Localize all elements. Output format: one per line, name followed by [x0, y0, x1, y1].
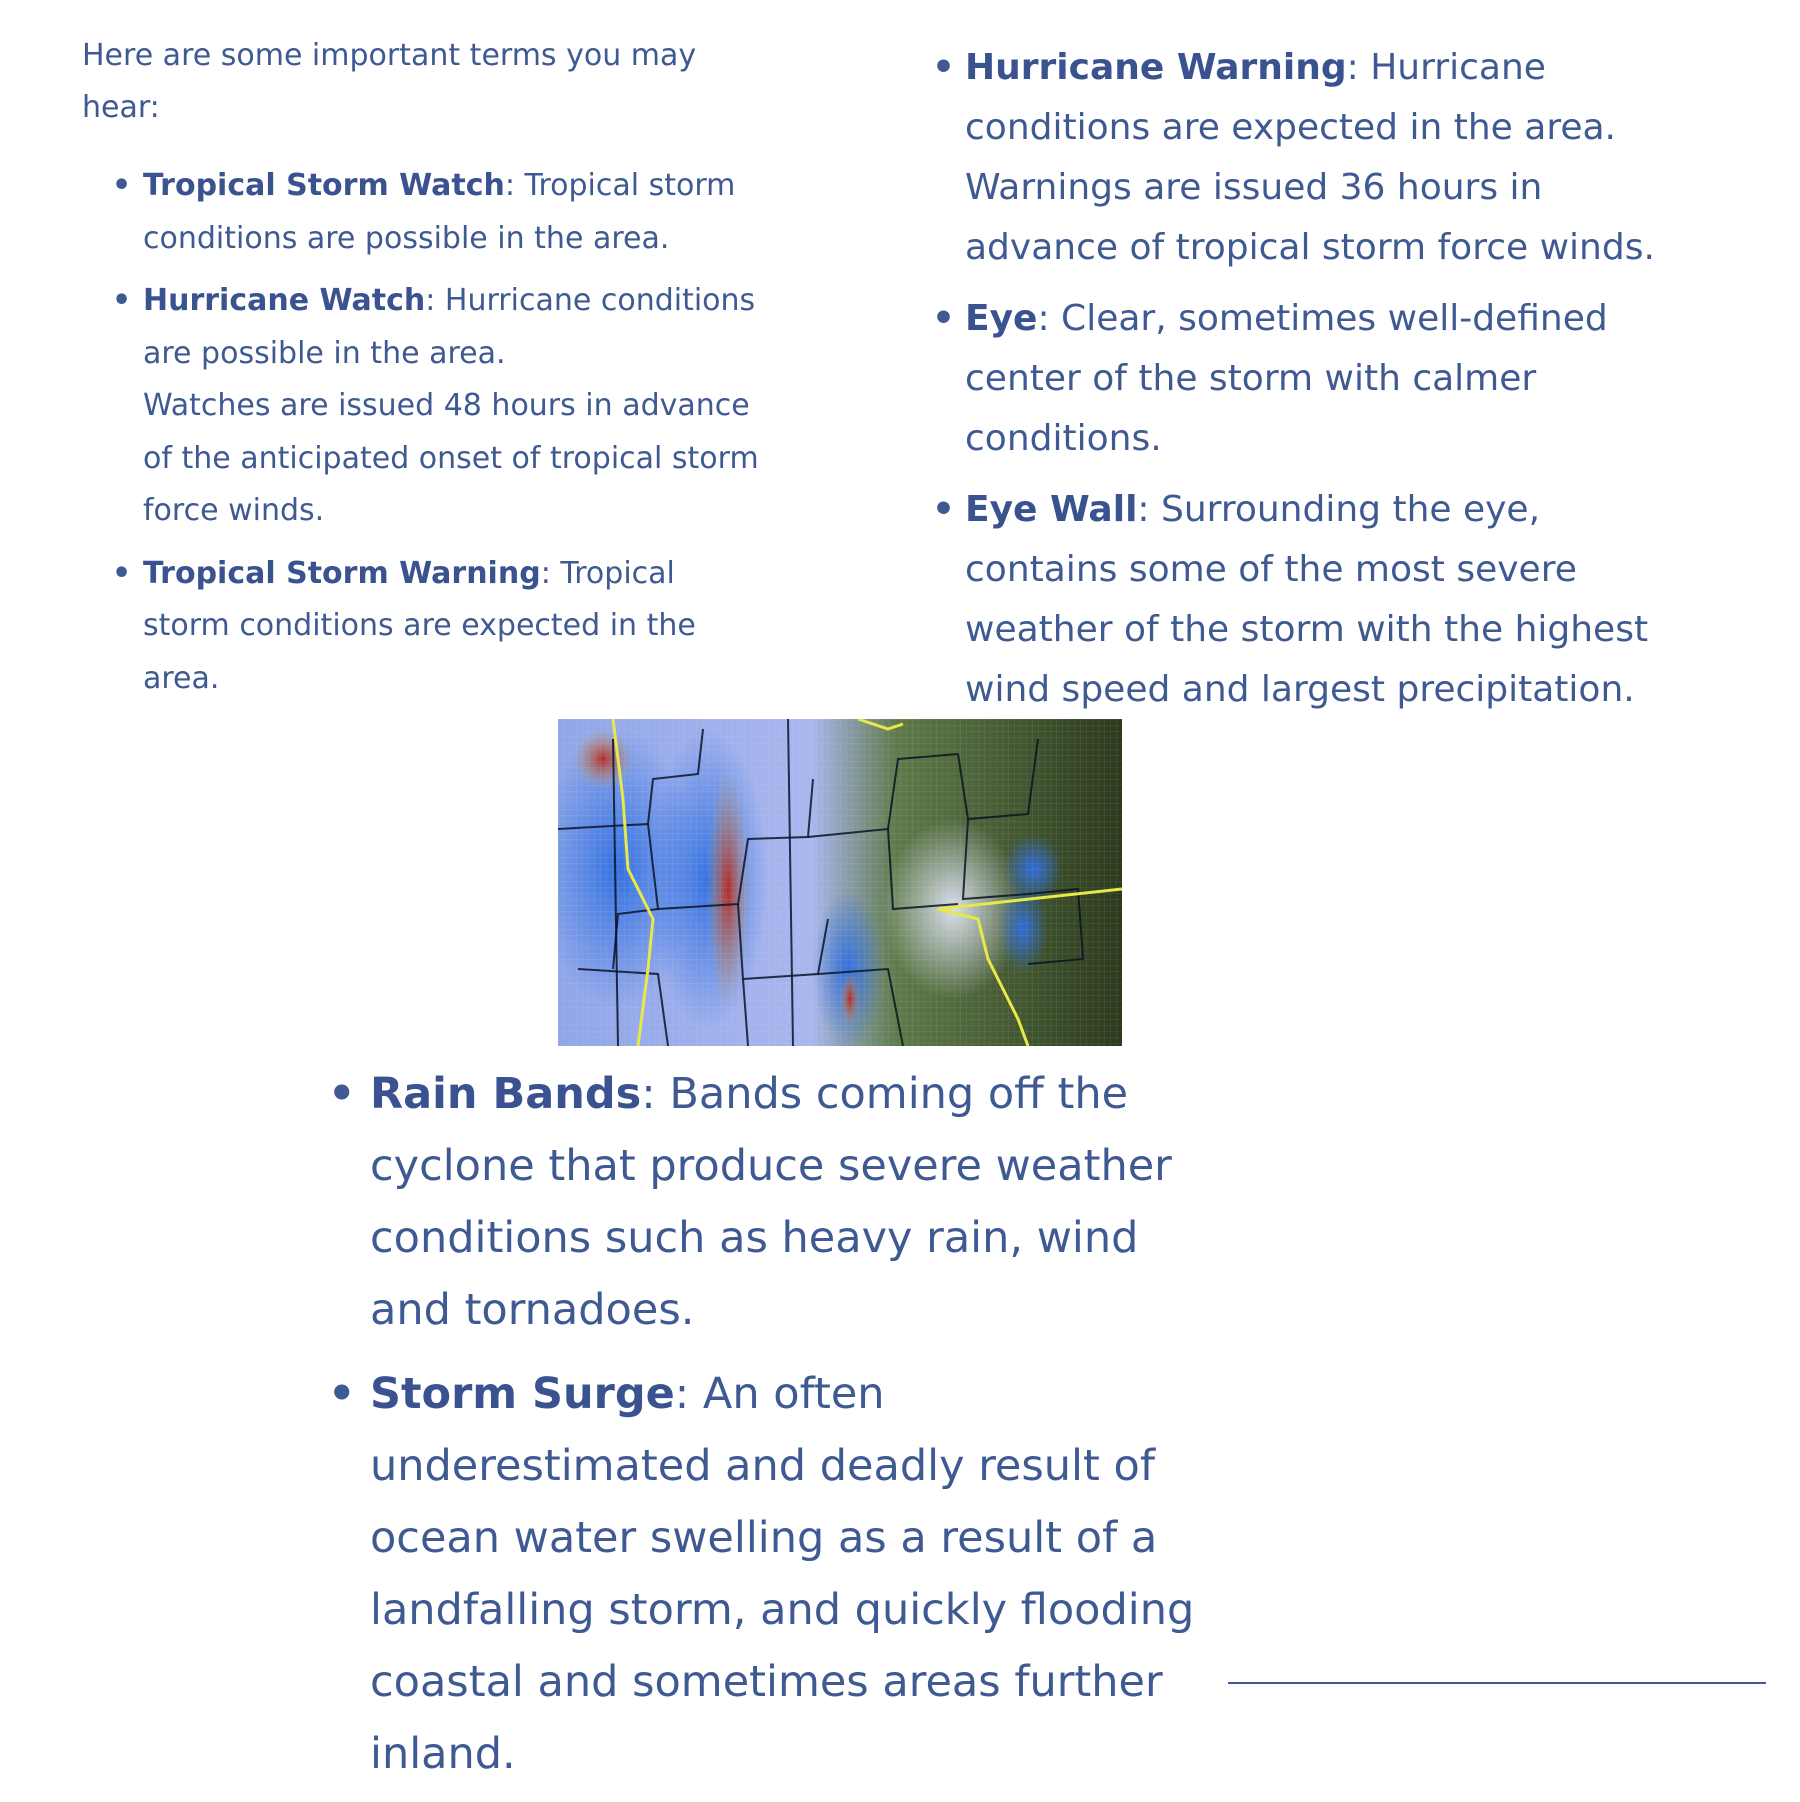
bullet-icon: • — [932, 47, 956, 88]
list-item — [932, 289, 1692, 469]
list-item — [328, 1358, 1228, 1790]
bullet-icon: • — [112, 168, 132, 203]
term-definition: : Tropical storm conditions are possible in the area. — [143, 168, 736, 256]
bottom-column — [328, 1058, 1228, 1802]
bullet-icon: • — [328, 1069, 356, 1119]
right-column — [932, 38, 1692, 731]
left-column — [82, 30, 762, 715]
bullet-icon: • — [932, 298, 956, 339]
right-term-list — [932, 38, 1692, 720]
bullet-icon: • — [932, 489, 956, 530]
term-definition: : Clear, sometimes well-defined center of the storm with calmer conditions. — [965, 298, 1608, 459]
term-definition: : Surrounding the eye, contains some of the most severe weather of the storm with the highest wind speed and largest precipitation. — [965, 489, 1649, 710]
left-term-list — [82, 160, 762, 705]
bullet-icon: • — [112, 283, 132, 318]
radar-pixel-grid — [558, 719, 1122, 1046]
term-title: Eye Wall — [965, 489, 1138, 530]
list-item — [82, 548, 762, 706]
term-definition: : Hurricane conditions are possible in the area. — [143, 283, 756, 371]
list-item — [932, 480, 1692, 720]
radar-map-image — [558, 719, 1122, 1046]
bullet-icon: • — [328, 1369, 356, 1419]
list-item — [932, 38, 1692, 278]
term-title: Tropical Storm Watch — [143, 168, 505, 203]
term-definition: : Bands coming off the cyclone that produce severe weather conditions such as heavy rain, wind and tornadoes. — [370, 1069, 1172, 1335]
bullet-icon: • — [112, 555, 132, 591]
list-item — [82, 160, 762, 265]
term-title: Rain Bands — [370, 1069, 642, 1119]
term-definition: : Hurricane conditions are expected in the area. Warnings are issued 36 hours in advance of tropical storm force winds. — [965, 47, 1655, 268]
list-item — [328, 1058, 1228, 1346]
term-title: Tropical Storm Warning — [143, 555, 541, 591]
divider — [1228, 1682, 1766, 1684]
term-title: Storm Surge — [370, 1369, 675, 1419]
term-note: Watches are issued 48 hours in advance of the anticipated onset of tropical storm force winds. — [143, 388, 759, 528]
term-title: Hurricane Warning — [965, 47, 1347, 88]
term-title: Hurricane Watch — [143, 283, 426, 318]
bottom-term-list — [328, 1058, 1228, 1790]
term-title: Eye — [965, 298, 1038, 339]
list-item — [82, 275, 762, 538]
intro-text: Here are some important terms you may hear: — [82, 38, 697, 125]
term-definition: : Tropical storm conditions are expected in the area. — [143, 555, 696, 696]
term-definition: : An often underestimated and deadly result of ocean water swelling as a result of a landfalling storm, and quickly flooding coastal and sometimes areas further inland. — [370, 1369, 1195, 1779]
